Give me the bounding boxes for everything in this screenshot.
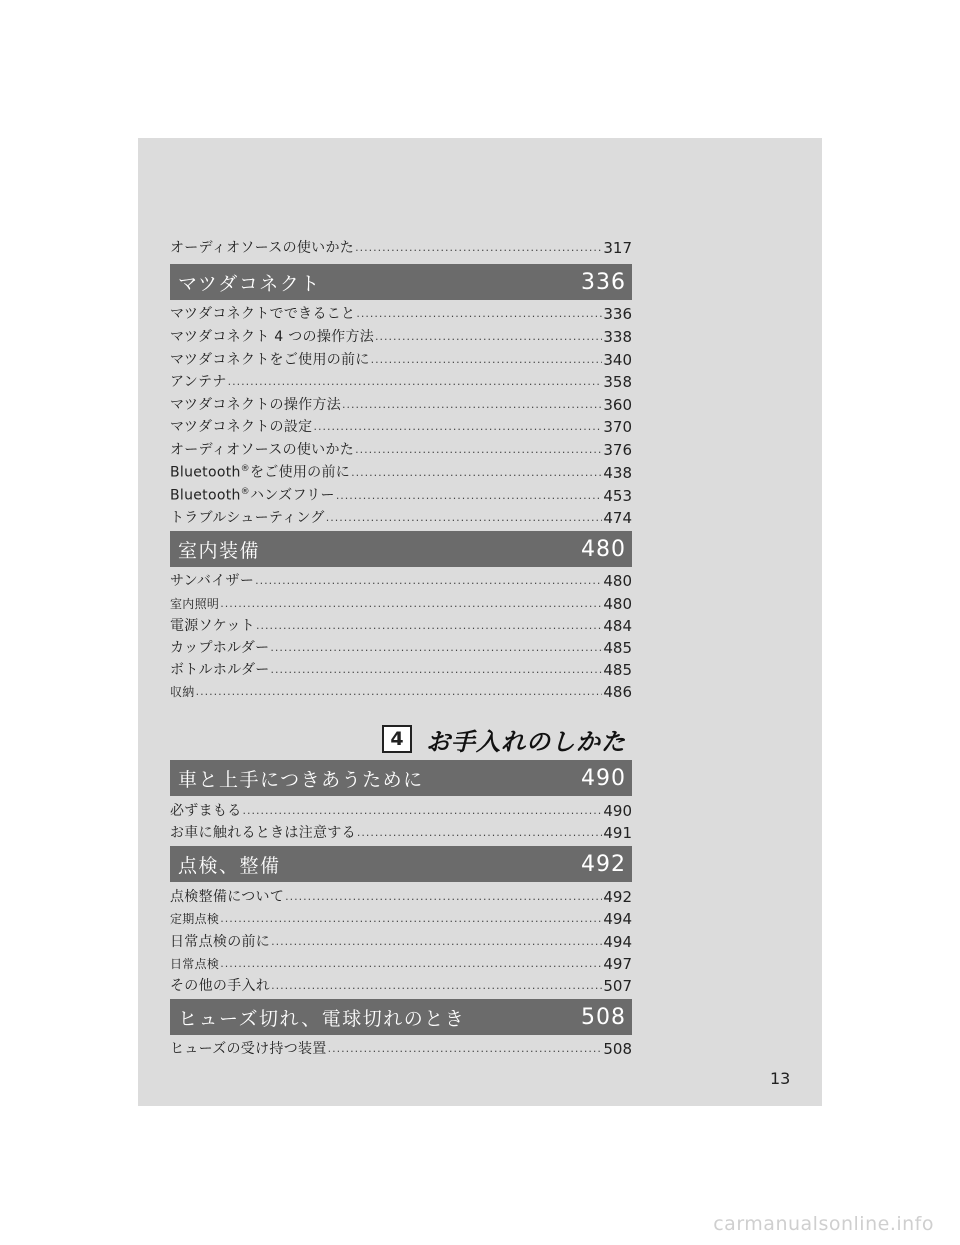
section-page: 490 xyxy=(581,765,626,791)
toc-entry-title: サンバイザー xyxy=(170,573,255,589)
leader-dots xyxy=(243,803,603,819)
section-page: 508 xyxy=(581,1004,626,1030)
leader-dots xyxy=(228,374,603,390)
toc-entry-page: 484 xyxy=(603,617,632,635)
toc-entry[interactable] xyxy=(170,459,632,481)
leader-dots xyxy=(356,306,602,322)
leader-dots xyxy=(220,596,602,612)
toc-entry-title: 日常点検 xyxy=(170,957,220,971)
leader-dots xyxy=(375,329,602,345)
leader-dots xyxy=(256,618,602,634)
toc-entry-title: マツダコネクトをご使用の前に xyxy=(170,352,370,368)
toc-entry[interactable] xyxy=(170,656,632,678)
chapter-number-box: 4 xyxy=(382,725,412,753)
toc-entry[interactable] xyxy=(170,590,632,612)
leader-dots xyxy=(271,934,602,950)
leader-dots xyxy=(326,510,603,526)
toc-entry[interactable] xyxy=(170,234,632,256)
toc-entry-title: ボトルホルダー xyxy=(170,662,270,678)
leader-dots xyxy=(342,397,602,413)
section-header-interior-equipment[interactable] xyxy=(170,531,632,567)
watermark: carmanualsonline.info xyxy=(713,1213,934,1235)
toc-entry-title: 点検整備について xyxy=(170,889,285,905)
toc-entry-page: 340 xyxy=(603,351,632,369)
leader-dots xyxy=(336,488,603,504)
toc-entry[interactable] xyxy=(170,391,632,413)
section-title: マツダコネクト xyxy=(178,272,321,295)
toc-entry-title: その他の手入れ xyxy=(170,978,271,994)
toc-entry-page: 336 xyxy=(603,305,632,323)
toc-entry-page: 497 xyxy=(603,955,632,973)
toc-entry-page: 492 xyxy=(603,888,632,906)
toc-entry-page: 480 xyxy=(603,595,632,613)
toc-entry-page: 485 xyxy=(603,661,632,679)
page-number: 13 xyxy=(770,1069,791,1088)
registered-mark: ® xyxy=(240,487,250,498)
toc-entry-title: マツダコネクト 4 つの操作方法 xyxy=(170,329,375,345)
section-page: 492 xyxy=(581,851,626,877)
leader-dots xyxy=(270,640,602,656)
toc-entry[interactable] xyxy=(170,797,632,819)
toc-entry[interactable] xyxy=(170,950,632,972)
toc-entry-title: 収納 xyxy=(170,685,195,699)
toc-entry-page: 486 xyxy=(603,683,632,701)
section-title: 室内装備 xyxy=(178,539,261,562)
section-header-car-care[interactable] xyxy=(170,760,632,796)
toc-entry-title: マツダコネクトの操作方法 xyxy=(170,397,342,413)
toc-entry[interactable] xyxy=(170,567,632,589)
toc-entry-title: 日常点検の前に xyxy=(170,934,271,950)
toc-entry-page: 494 xyxy=(603,933,632,951)
leader-dots xyxy=(220,956,602,972)
toc-entry[interactable] xyxy=(170,1035,632,1057)
toc-entry[interactable] xyxy=(170,504,632,526)
toc-entry-title: 定期点検 xyxy=(170,912,220,926)
leader-dots xyxy=(371,352,603,368)
toc-entry[interactable] xyxy=(170,905,632,927)
toc-entry-page: 508 xyxy=(603,1040,632,1058)
toc-entry-page: 338 xyxy=(603,328,632,346)
toc-entry-title: カップホルダー xyxy=(170,640,270,656)
leader-dots xyxy=(285,889,602,905)
leader-dots xyxy=(328,1041,603,1057)
section-title: 車と上手につきあうために xyxy=(178,768,424,791)
registered-mark: ® xyxy=(240,464,250,475)
toc-entry[interactable] xyxy=(170,634,632,656)
leader-dots xyxy=(220,911,602,927)
chapter-heading xyxy=(382,722,626,756)
toc-entry[interactable] xyxy=(170,436,632,458)
toc-entry-page: 474 xyxy=(603,509,632,527)
toc-entry-title: トラブルシューティング xyxy=(170,510,325,526)
leader-dots xyxy=(355,240,602,256)
toc-entry-title: アンテナ xyxy=(170,374,227,390)
toc-entry[interactable] xyxy=(170,346,632,368)
section-header-mazda-connect[interactable] xyxy=(170,264,632,300)
toc-entry-title: 電源ソケット xyxy=(170,618,255,634)
section-header-fuse-bulb[interactable] xyxy=(170,999,632,1035)
toc-entry[interactable] xyxy=(170,972,632,994)
leader-dots xyxy=(351,465,602,481)
toc-entry[interactable] xyxy=(170,819,632,841)
toc-entry-page: 360 xyxy=(603,396,632,414)
toc-entry[interactable] xyxy=(170,368,632,390)
toc-entry-title: ヒューズの受け持つ装置 xyxy=(170,1041,327,1057)
leader-dots xyxy=(271,662,603,678)
toc-entry[interactable] xyxy=(170,678,632,700)
chapter-title: お手入れのしかた xyxy=(426,727,626,756)
leader-dots xyxy=(355,442,602,458)
section-header-inspection[interactable] xyxy=(170,846,632,882)
leader-dots xyxy=(357,825,602,841)
toc-entry-title: オーディオソースの使いかた xyxy=(170,240,355,256)
toc-entry-page: 370 xyxy=(603,418,632,436)
toc-entry[interactable] xyxy=(170,413,632,435)
toc-entry[interactable] xyxy=(170,928,632,950)
toc-entry[interactable] xyxy=(170,300,632,322)
leader-dots xyxy=(313,419,602,435)
toc-entry-page: 376 xyxy=(603,441,632,459)
leader-dots xyxy=(196,684,603,700)
toc-entry-page: 480 xyxy=(603,572,632,590)
toc-entry-title: マツダコネクトの設定 xyxy=(170,419,313,435)
leader-dots xyxy=(271,978,602,994)
toc-entry-page: 438 xyxy=(603,464,632,482)
toc-entry-title: オーディオソースの使いかた xyxy=(170,442,355,458)
toc-entry-page: 317 xyxy=(603,239,632,257)
toc-entry-page: 453 xyxy=(603,487,632,505)
toc-entry-title: お車に触れるときは注意する xyxy=(170,825,356,841)
toc-entry-title: Bluetooth®ハンズフリー xyxy=(170,487,335,504)
toc-entry[interactable] xyxy=(170,482,632,504)
toc-entry[interactable] xyxy=(170,612,632,634)
toc-entry-title: 室内照明 xyxy=(170,597,220,611)
toc-entry-page: 494 xyxy=(603,910,632,928)
toc-entry-title: 必ずまもる xyxy=(170,803,242,819)
toc-entry[interactable] xyxy=(170,883,632,905)
toc-entry-title: Bluetooth®をご使用の前に xyxy=(170,464,351,481)
toc-entry-page: 358 xyxy=(603,373,632,391)
toc-entry[interactable] xyxy=(170,323,632,345)
toc-entry-page: 491 xyxy=(603,824,632,842)
section-page: 480 xyxy=(581,536,626,562)
toc-entry-title: マツダコネクトでできること xyxy=(170,306,356,322)
toc-entry-page: 507 xyxy=(603,977,632,995)
section-page: 336 xyxy=(581,269,626,295)
section-title: ヒューズ切れ、電球切れのとき xyxy=(178,1007,466,1030)
section-title: 点検、整備 xyxy=(178,854,281,877)
toc-entry-page: 490 xyxy=(603,802,632,820)
leader-dots xyxy=(255,573,602,589)
toc-entry-page: 485 xyxy=(603,639,632,657)
